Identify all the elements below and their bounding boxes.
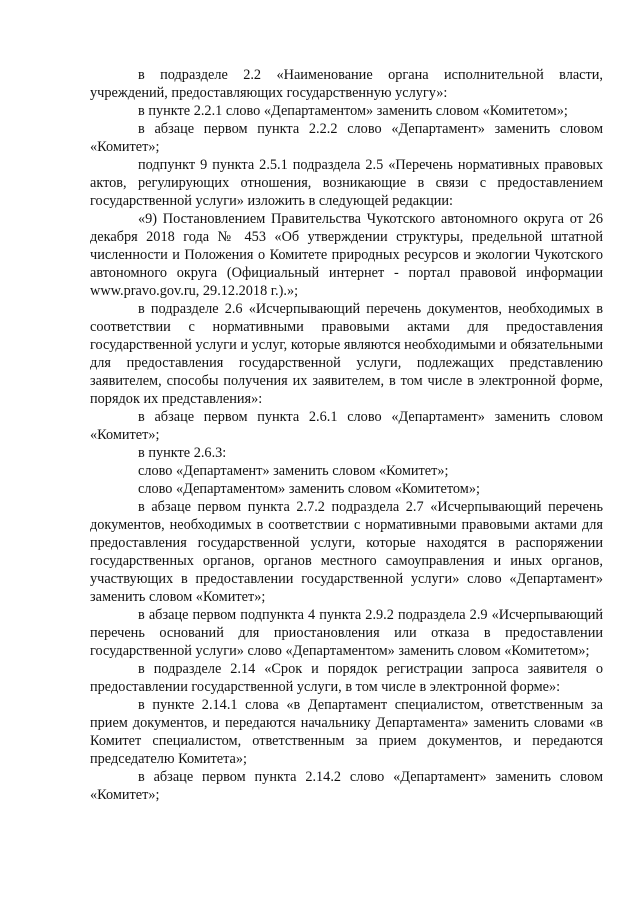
paragraph-item-2-2-1: в пункте 2.2.1 слово «Департаментом» заменить словом «Комитетом»; [138,103,568,119]
paragraph-item-2-14-1: в пункте 2.14.1 слова «в Департамент специалистом, ответственным за прием документов, и передаются начальнику Департамента» заменить словами «в Комитет специалистом, ответственным за прием документов, и передаются председателю Комитета»; [90,697,603,767]
paragraph-subitem-9: подпункт 9 пункта 2.5.1 подраздела 2.5 «Перечень нормативных правовых актов, регулирующих отношения, возникающие в связи с предоставлением государственной услуги» изложить в следующей редакции: [90,157,603,209]
paragraph-item-2-6-3: в пункте 2.6.3: [138,445,227,461]
paragraph-item-2-9-2: в абзаце первом подпункта 4 пункта 2.9.2 подраздела 2.9 «Исчерпывающий перечень оснований для приостановления или отказа в предоставлении государственной услуги» слово «Департаментом» заменить словом «Комитетом»; [90,607,603,659]
paragraph-subsection-2-2: в подразделе 2.2 «Наименование органа исполнительной власти, учреждений, предоставляющих государственную услугу»: [90,67,603,101]
paragraph-item-2-7-2: в абзаце первом пункта 2.7.2 подраздела 2.7 «Исчерпывающий перечень документов, необходимых в соответствии с нормативными правовыми актами для предоставления государственной услуги, которые находятся в распоряжении государственных органов, органов местного самоуправления и иных органов, участвующих в предоставлении государственной услуги» слово «Департамент» заменить словом «Комитет»; [90,499,603,605]
paragraph-subsection-2-6: в подразделе 2.6 «Исчерпывающий перечень документов, необходимых в соответствии с нормативными правовыми актами для предоставления государственной услуги и услуг, которые являются необходимыми и обязательными для предоставления государственной услуги, подлежащих представлению заявителем, способы получения их заявителем, в том числе в электронной форме, порядок их представления»: [90,301,603,407]
paragraph-resolution-quote: «9) Постановлением Правительства Чукотского автономного округа от 26 декабря 2018 года № 453 «Об утверждении структуры, предельной штатной численности и Положения о Комитете природных ресурсов и экологии Чукотского автономного округа (Официальный интернет - портал правовой информации www.pravo.gov.ru, 29.12.2018 г.).»; [90,211,603,299]
document-page [90,66,603,804]
paragraph-item-2-2-2: в абзаце первом пункта 2.2.2 слово «Департамент» заменить словом «Комитет»; [90,121,603,155]
paragraph-replace-departamentom: слово «Департаментом» заменить словом «Комитетом»; [138,481,480,497]
paragraph-item-2-6-1: в абзаце первом пункта 2.6.1 слово «Департамент» заменить словом «Комитет»; [90,409,603,443]
paragraph-item-2-14-2: в абзаце первом пункта 2.14.2 слово «Департамент» заменить словом «Комитет»; [90,769,603,803]
paragraph-subsection-2-14: в подразделе 2.14 «Срок и порядок регистрации запроса заявителя о предоставлении государственной услуги, в том числе в электронной форме»: [90,661,603,695]
paragraph-replace-departament: слово «Департамент» заменить словом «Комитет»; [138,463,449,479]
